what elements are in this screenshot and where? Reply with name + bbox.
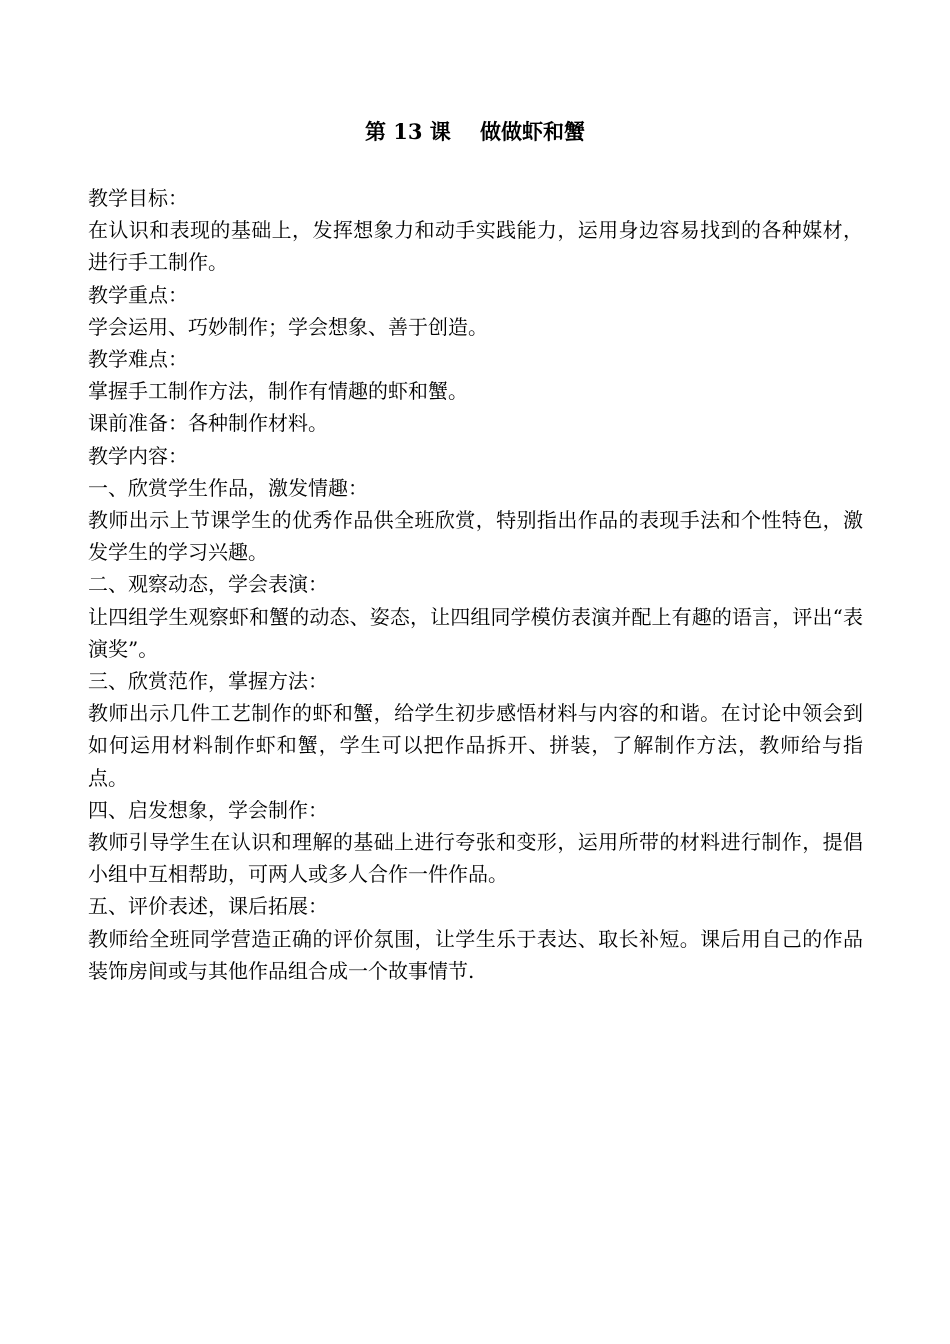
section-4-heading: 四、启发想象，学会制作：: [88, 797, 328, 822]
key-points-text: 学会运用、巧妙制作；学会想象、善于创造。: [88, 314, 488, 339]
heading-difficulties: 教学难点：: [88, 347, 188, 372]
section-2-heading: 二、观察动态，学会表演：: [88, 572, 328, 597]
lesson-title: 第 13 课 做做虾和蟹: [364, 119, 586, 144]
objectives-text: 在认识和表现的基础上，发挥想象力和动手实践能力，运用身边容易找到的各种媒材，进行手工制作。: [88, 218, 863, 275]
lesson-body: [88, 182, 863, 987]
heading-content: 教学内容：: [88, 443, 188, 468]
section-5-text: 教师给全班同学营造正确的评价氛围，让学生乐于表达、取长补短。课后用自己的作品装饰房间或与其他作品组合成一个故事情节.: [88, 926, 863, 983]
preparation-text: 课前准备：各种制作材料。: [88, 411, 328, 436]
section-5-heading: 五、评价表述，课后拓展：: [88, 894, 328, 919]
section-4-text: 教师引导学生在认识和理解的基础上进行夸张和变形，运用所带的材料进行制作，提倡小组中互相帮助，可两人或多人合作一件作品。: [88, 830, 863, 887]
section-1-text: 教师出示上节课学生的优秀作品供全班欣赏，特别指出作品的表现手法和个性特色，激发学生的学习兴趣。: [88, 508, 863, 565]
section-2-text: 让四组学生观察虾和蟹的动态、姿态，让四组同学模仿表演并配上有趣的语言，评出“表演奖”。: [88, 604, 863, 661]
heading-objectives: 教学目标：: [88, 186, 188, 210]
section-3-text: 教师出示几件工艺制作的虾和蟹，给学生初步感悟材料与内容的和谐。在讨论中领会到如何运用材料制作虾和蟹，学生可以把作品拆开、拼装，了解制作方法，教师给与指点。: [88, 701, 863, 790]
section-1-heading: 一、欣赏学生作品，激发情趣：: [88, 475, 368, 500]
section-3-heading: 三、欣赏范作，掌握方法：: [88, 669, 328, 694]
difficulties-text: 掌握手工制作方法，制作有情趣的虾和蟹。: [88, 379, 468, 404]
heading-key-points: 教学重点：: [88, 282, 188, 307]
